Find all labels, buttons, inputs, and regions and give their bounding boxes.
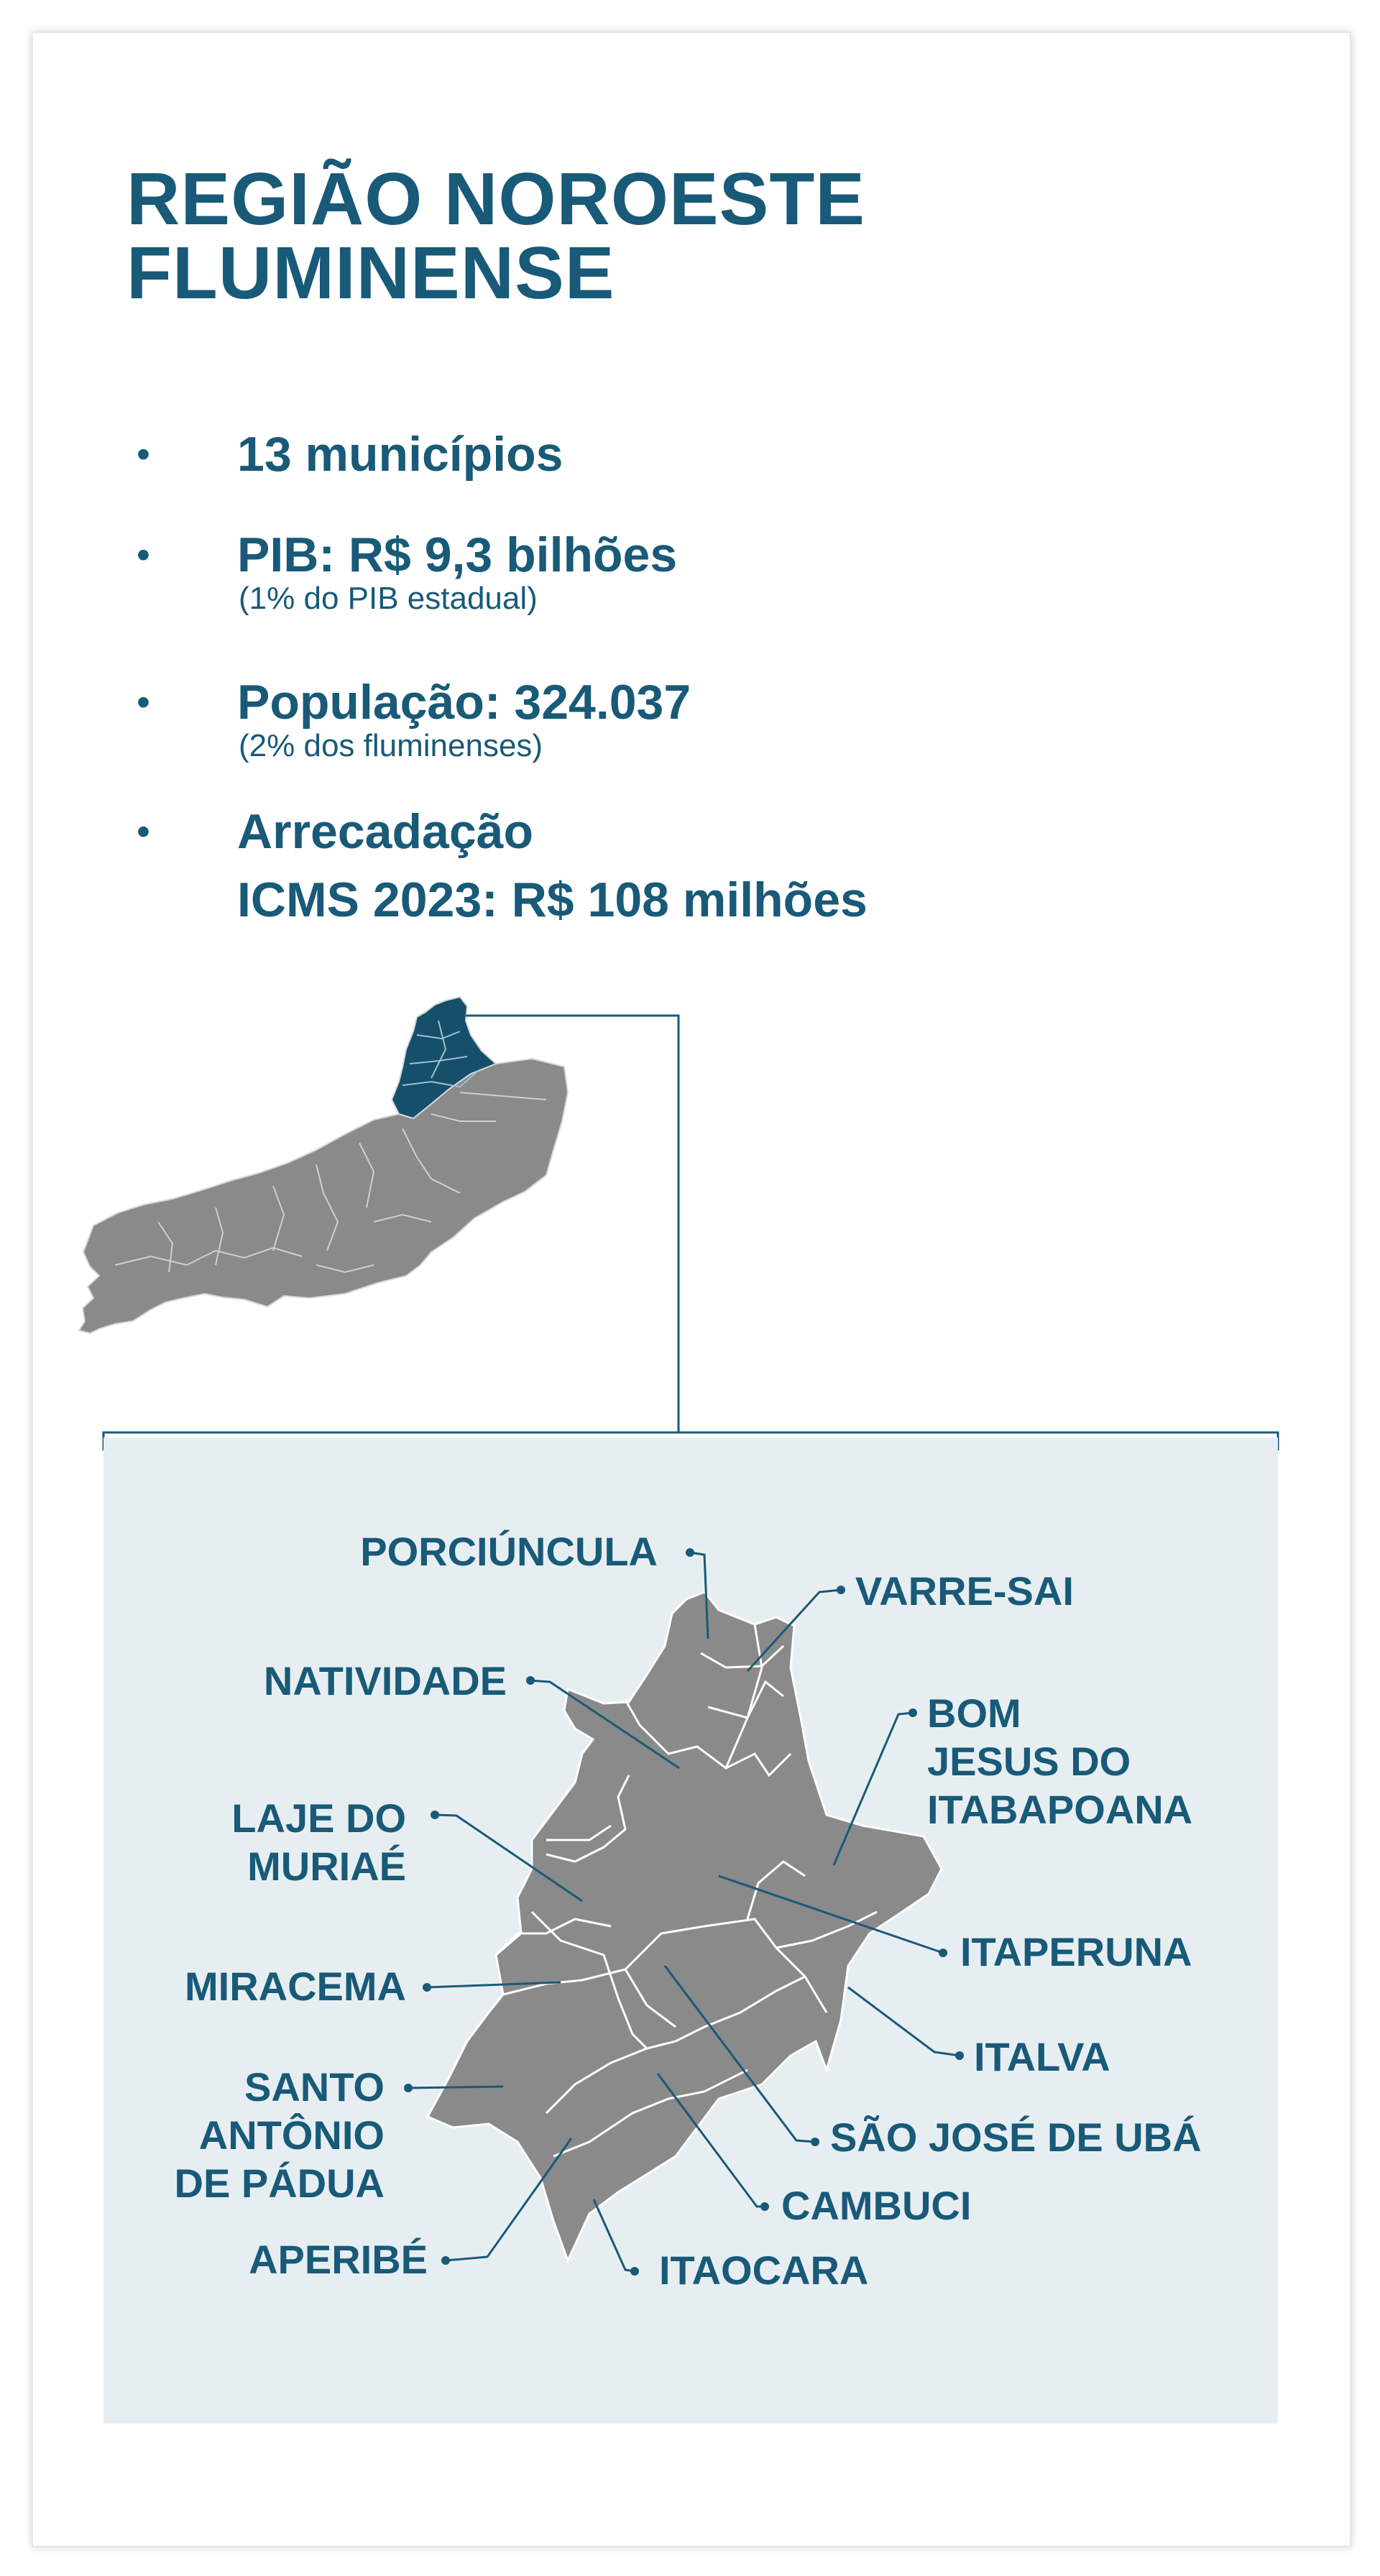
label-line: JESUS DO — [927, 1739, 1131, 1784]
label-aperibe: APERIBÉ — [249, 2237, 428, 2282]
stat-main-line-1: Arrecadação — [237, 804, 534, 859]
label-line: LAJE DO — [231, 1795, 406, 1841]
stat-main-line-2: ICMS 2023: R$ 108 milhões — [237, 873, 868, 927]
label-line: SANTO — [244, 2064, 385, 2110]
title-line-2: FLUMINENSE — [126, 231, 615, 314]
stat-main: PIB: R$ 9,3 bilhões — [237, 528, 678, 582]
label-line: DE PÁDUA — [174, 2161, 385, 2206]
label-laje-do-muriae — [187, 1794, 406, 1890]
bullet: • — [137, 533, 150, 576]
bullet: • — [137, 681, 150, 724]
title-line-1: REGIÃO NOROESTE — [126, 157, 865, 240]
label-sao-jose-de-uba: SÃO JOSÉ DE UBÁ — [830, 2115, 1202, 2160]
label-santo-antonio-de-padua — [144, 2063, 385, 2207]
label-bom-jesus-do-itabapoana — [927, 1689, 1192, 1834]
label-itaperuna: ITAPERUNA — [960, 1929, 1192, 1974]
label-line: BOM — [927, 1690, 1021, 1736]
label-varre-sai: VARRE-SAI — [855, 1568, 1074, 1614]
stat-main: 13 municípios — [237, 427, 564, 482]
label-line: ANTÔNIO — [198, 2112, 385, 2158]
label-porciuncula: PORCIÚNCULA — [360, 1529, 658, 1574]
label-miracema: MIRACEMA — [185, 1964, 406, 2009]
bullet: • — [137, 433, 150, 476]
stat-sub: (1% do PIB estadual) — [239, 581, 538, 616]
label-line: ITABAPOANA — [927, 1787, 1193, 1832]
label-natividade: NATIVIDADE — [263, 1658, 507, 1703]
stat-main: População: 324.037 — [237, 675, 691, 730]
label-italva: ITALVA — [974, 2034, 1110, 2079]
label-line: MURIAÉ — [247, 1844, 406, 1889]
bullet: • — [137, 810, 150, 853]
stat-sub: (2% dos fluminenses) — [239, 728, 543, 763]
label-itaocara: ITAOCARA — [659, 2248, 869, 2293]
label-cambuci: CAMBUCI — [781, 2183, 972, 2228]
